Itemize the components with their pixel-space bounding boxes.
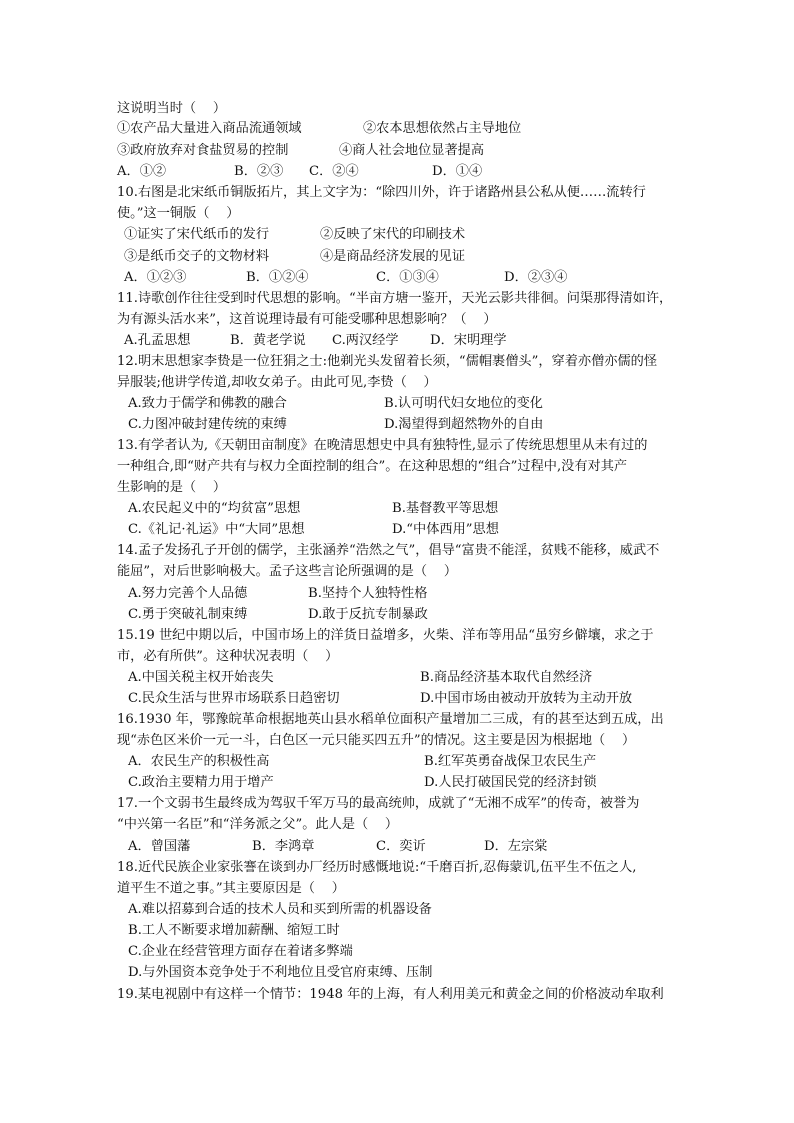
q13-options-1 bbox=[128, 500, 688, 521]
q10-choice-c: C．①③④ bbox=[376, 270, 439, 285]
q13-stem-1: 13.有学者认为,《天朝田亩制度》在晚清思想史中具有独特性,显示了传统思想里从未有过的 bbox=[117, 438, 648, 453]
q11-choice-a: A.孔孟思想 bbox=[124, 333, 191, 348]
q18-choice-a: A.难以招募到合适的技术人员和买到所需的机器设备 bbox=[128, 902, 432, 917]
q16-choice-b: B.红军英勇奋战保卫农民生产 bbox=[424, 754, 597, 769]
q19-stem-1: 19.某电视剧中有这样一个情节：1948 年的上海，有人利用美元和黄金之间的价格波动牟取利 bbox=[117, 987, 664, 1002]
q15-choice-d: D.中国市场由被动开放转为主动开放 bbox=[420, 691, 633, 706]
q10-item-2: ②反映了宋代的印刷技术 bbox=[320, 227, 466, 242]
q13-choice-b: B.基督教平等思想 bbox=[392, 501, 499, 516]
q9-options-2 bbox=[117, 142, 677, 163]
q9-item-1: ①农产品大量进入商品流通领域 bbox=[117, 121, 302, 136]
q17-choice-b: B．李鸿章 bbox=[252, 839, 315, 854]
q12-options-2 bbox=[128, 416, 688, 437]
q16-choice-a: A．农民生产的积极性高 bbox=[128, 754, 270, 769]
q13-choice-a: A.农民起义中的“均贫富”思想 bbox=[128, 501, 301, 516]
q12-choice-c: C.力图冲破封建传统的束缚 bbox=[128, 417, 287, 432]
q9-item-2: ②农本思想依然占主导地位 bbox=[363, 121, 522, 136]
q10-choices bbox=[124, 269, 684, 290]
q15-choice-b: B.商品经济基本取代自然经济 bbox=[420, 670, 593, 685]
q9-stem-end: 这说明当时（ ） bbox=[117, 101, 227, 116]
q17-choices bbox=[128, 838, 688, 859]
q12-stem-1: 12.明末思想家李贽是一位狂狷之士:他剃光头发留着长须，“儒帽裹僧头”，穿着亦僧亦儒的怪 bbox=[117, 354, 658, 369]
q9-choices bbox=[117, 163, 677, 184]
q15-choice-a: A.中国关税主权开始丧失 bbox=[128, 670, 274, 685]
q16-options-1 bbox=[128, 753, 688, 774]
q13-options-2 bbox=[128, 521, 688, 542]
q16-stem-2: 现“赤色区米价一元一斗，白色区一元只能买四五升”的情况。这主要是因为根据地（ ） bbox=[117, 733, 636, 748]
q18-choice-c: C.企业在经营管理方面存在着诸多弊端 bbox=[128, 944, 353, 959]
q17-choice-a: A．曾国藩 bbox=[128, 839, 191, 854]
q14-options-1 bbox=[128, 585, 688, 606]
q14-options-2 bbox=[128, 606, 688, 627]
q12-choice-b: B.认可明代妇女地位的变化 bbox=[384, 396, 543, 411]
q16-stem-1: 16.1930 年，鄂豫皖革命根据地英山县水稻单位面积产量增加二三成，有的甚至达到五成，出 bbox=[117, 712, 664, 727]
q18-stem-1: 18.近代民族企业家张謇在谈到办厂经历时感慨地说:“千磨百折,忍侮蒙讥,伍平生不伍之人, bbox=[117, 860, 637, 875]
q13-stem-2: 一种组合,即“财产共有与权力全面控制的组合”。在这种思想的“组合”过程中,没有对其产 bbox=[117, 459, 628, 474]
q14-choice-a: A.努力完善个人品德 bbox=[128, 586, 248, 601]
q11-choices bbox=[124, 332, 684, 353]
q9-item-4: ④商人社会地位显著提高 bbox=[339, 143, 485, 158]
q10-choice-b: B．①②④ bbox=[246, 270, 309, 285]
q11-stem-2: 为有源头活水来”，这首说理诗最有可能受哪种思想影响？（ ） bbox=[117, 312, 497, 327]
q17-stem-1: 17.一个文弱书生最终成为驾驭千军万马的最高统帅，成就了“无湘不成军”的传奇，被誉为 bbox=[117, 796, 640, 811]
q9-item-3: ③政府放弃对食盐贸易的控制 bbox=[117, 143, 289, 158]
q11-choice-d: D．宋明理学 bbox=[430, 333, 507, 348]
q9-choice-c: C．②④ bbox=[309, 164, 359, 179]
q10-options-2 bbox=[124, 248, 684, 269]
q9-choice-d: D．①④ bbox=[432, 164, 483, 179]
q11-choice-c: C.两汉经学 bbox=[332, 333, 399, 348]
q14-stem-1: 14.孟子发扬孔子开创的儒学，主张涵养“浩然之气”，倡导“富贵不能淫，贫贱不能移，威武不 bbox=[117, 543, 660, 558]
q12-stem-2: 异服装;他讲学传道,却收女弟子。由此可见,李贽（ ） bbox=[117, 375, 437, 390]
q16-options-2 bbox=[128, 774, 688, 795]
q13-choice-d: D.“中体西用”思想 bbox=[392, 522, 499, 537]
q15-options-2 bbox=[128, 690, 688, 711]
q14-choice-d: D.敢于反抗专制暴政 bbox=[308, 607, 428, 622]
q16-choice-c: C.政治主要精力用于增产 bbox=[128, 775, 274, 790]
q9-choice-b: B．②③ bbox=[234, 164, 284, 179]
q14-stem-2: 能屈”，对后世影响极大。孟子这些言论所强调的是（ ） bbox=[117, 564, 458, 579]
q16-choice-d: D.人民打破国民党的经济封锁 bbox=[424, 775, 597, 790]
q10-choice-d: D．②③④ bbox=[504, 270, 568, 285]
q14-choice-c: C.勇于突破礼制束缚 bbox=[128, 607, 248, 622]
q17-choice-d: D．左宗棠 bbox=[484, 839, 548, 854]
q11-choice-b: B．黄老学说 bbox=[230, 333, 306, 348]
q18-choice-d: D.与外国资本竞争处于不利地位且受官府束缚、压制 bbox=[128, 965, 433, 980]
q10-choice-a: A．①②③ bbox=[124, 270, 187, 285]
q17-stem-2: “中兴第一名臣”和“洋务派之父”。此人是（ ） bbox=[117, 817, 399, 832]
q10-item-3: ③是纸币交子的文物材料 bbox=[124, 249, 270, 264]
q10-item-1: ①证实了宋代纸币的发行 bbox=[124, 227, 270, 242]
q10-stem-2: 使。”这一铜版（ ） bbox=[117, 206, 240, 221]
q15-stem-1: 15.19 世纪中期以后，中国市场上的洋货日益增多，火柴、洋布等用品“虽穷乡僻壤，求之于 bbox=[117, 628, 654, 643]
q18-choice-b: B.工人不断要求增加薪酬、缩短工时 bbox=[128, 923, 340, 938]
q15-options-1 bbox=[128, 669, 688, 690]
q17-choice-c: C．奕䜣 bbox=[376, 839, 426, 854]
q11-stem-1: 11.诗歌创作往往受到时代思想的影响。“半亩方塘一鉴开，天光云影共徘徊。问渠那得清如许， bbox=[117, 291, 673, 306]
q12-choice-a: A.致力于儒学和佛教的融合 bbox=[128, 396, 287, 411]
q13-stem-3: 生影响的是（ ） bbox=[117, 480, 227, 495]
q18-stem-2: 道平生不道之事。”其主要原因是（ ） bbox=[117, 881, 345, 896]
q15-stem-2: 市，必有所供”。这种状况表明（ ） bbox=[117, 649, 339, 664]
q12-options-1 bbox=[128, 395, 688, 416]
q14-choice-b: B.坚持个人独特性格 bbox=[308, 586, 428, 601]
q15-choice-c: C.民众生活与世界市场联系日趋密切 bbox=[128, 691, 340, 706]
q10-item-4: ④是商品经济发展的见证 bbox=[320, 249, 466, 264]
q10-options-1 bbox=[124, 226, 684, 247]
q13-choice-c: C.《礼记·礼运》中“大同”思想 bbox=[128, 522, 305, 537]
q10-stem-1: 10.右图是北宋纸币铜版拓片，其上文字为：“除四川外，许于诸路州县公私从便……流转行 bbox=[117, 185, 646, 200]
q12-choice-d: D.渴望得到超然物外的自由 bbox=[384, 417, 544, 432]
q9-options-1 bbox=[117, 120, 677, 141]
q9-choice-a: A．①② bbox=[117, 164, 167, 179]
